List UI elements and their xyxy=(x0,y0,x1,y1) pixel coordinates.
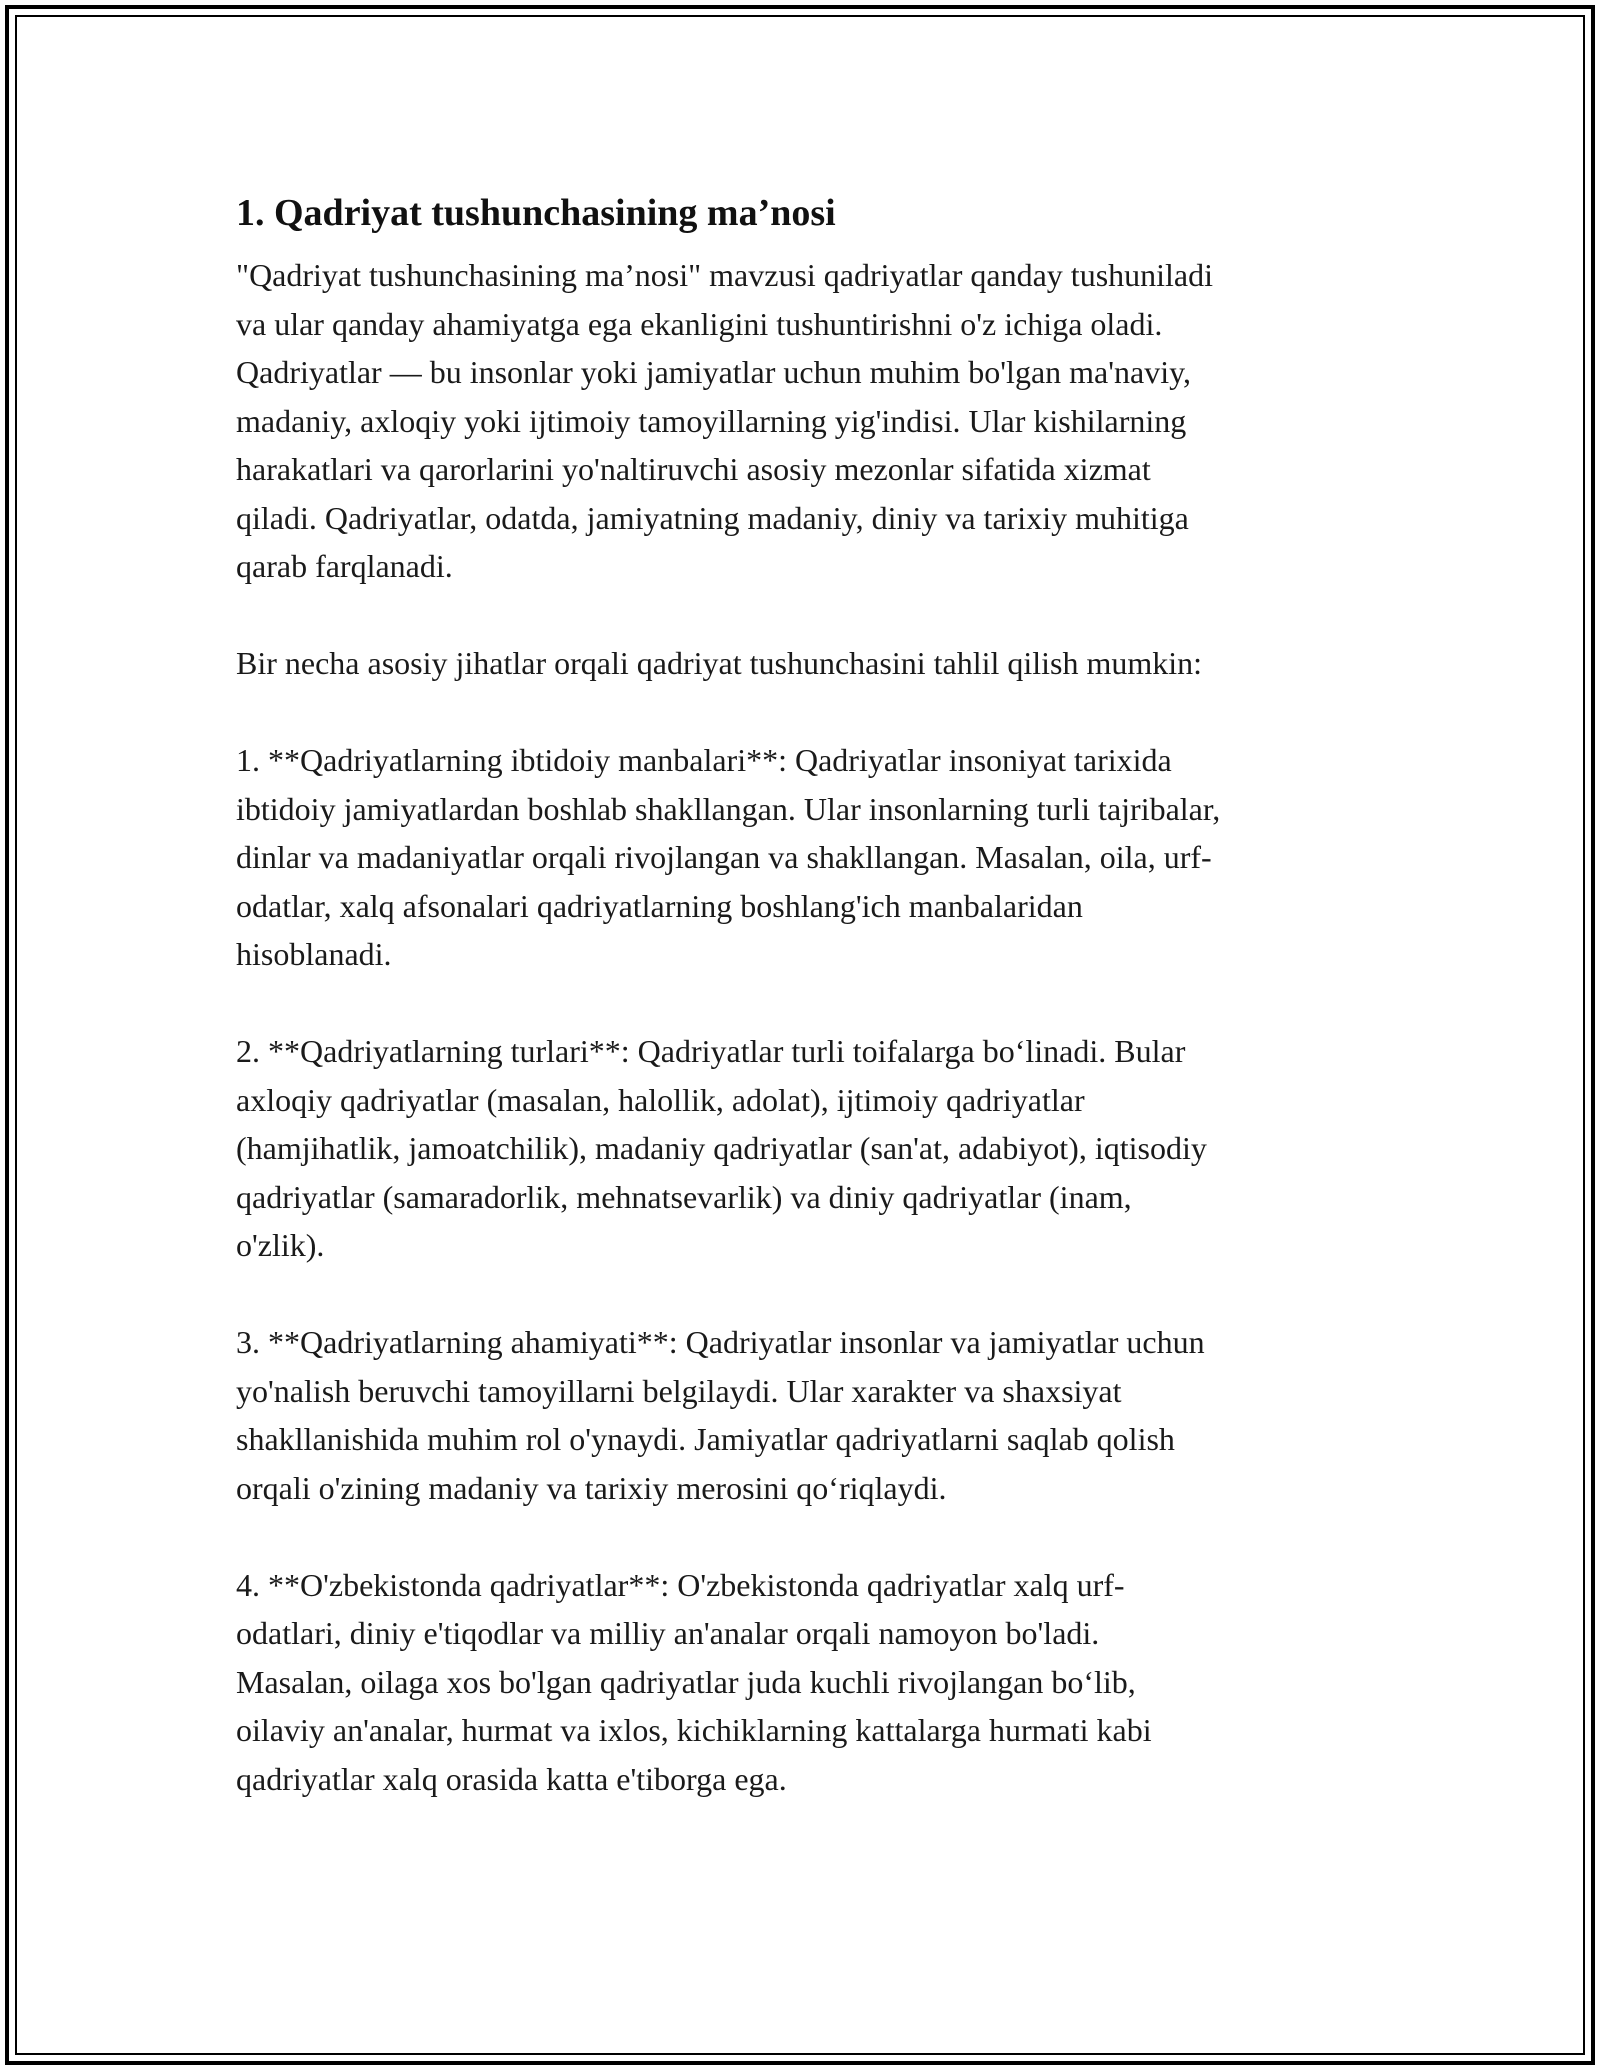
text-line: madaniy, axloqiy yoki ijtimoiy tamoyillarning yig'indisi. Ular kishilarning xyxy=(236,402,1187,439)
text-line: ibtidoiy jamiyatlardan boshlab shakllangan. Ular insonlarning turli tajribalar, xyxy=(236,790,1221,827)
text-line: 4. **O'zbekistonda qadriyatlar**: O'zbekistonda qadriyatlar xalq urf- xyxy=(236,1566,1125,1603)
text-line: yo'nalish beruvchi tamoyillarni belgilaydi. Ular xarakter va shaxsiyat xyxy=(236,1372,1122,1409)
text-line: Bir necha asosiy jihatlar orqali qadriyat tushunchasini tahlil qilish mumkin: xyxy=(236,645,1203,681)
text-line: dinlar va madaniyatlar orqali rivojlangan va shakllangan. Masalan, oila, urf- xyxy=(236,839,1212,875)
paragraph-item-4 xyxy=(236,1561,1366,1804)
text-line: orqali o'zining madaniy va tarixiy merosini qo‘riqlaydi. xyxy=(236,1469,947,1506)
document-body xyxy=(236,185,1366,1852)
text-line: 1. **Qadriyatlarning ibtidoiy manbalari**: Qadriyatlar insoniyat tarixida xyxy=(236,742,1172,778)
text-line: qarab farqlanadi. xyxy=(236,548,453,584)
text-line: qadriyatlar (samaradorlik, mehnatsevarlik) va diniy qadriyatlar (inam, xyxy=(236,1178,1132,1215)
text-line: "Qadriyat tushunchasining ma’nosi" mavzusi qadriyatlar qanday tushuniladi xyxy=(236,257,1214,293)
section-heading: 1. Qadriyat tushunchasining ma’nosi xyxy=(236,192,836,234)
text-line: Qadriyatlar — bu insonlar yoki jamiyatlar uchun muhim bo'lgan ma'naviy, xyxy=(236,354,1192,390)
text-line: odatlari, diniy e'tiqodlar va milliy an'analar orqali namoyon bo'ladi. xyxy=(236,1615,1100,1651)
text-line: (hamjihatlik, jamoatchilik), madaniy qadriyatlar (san'at, adabiyot), iqtisodiy xyxy=(236,1130,1207,1166)
text-line: 3. **Qadriyatlarning ahamiyati**: Qadriyatlar insonlar va jamiyatlar uchun xyxy=(236,1324,1205,1360)
text-line: oilaviy an'analar, hurmat va ixlos, kichiklarning kattalarga hurmati kabi xyxy=(236,1712,1152,1748)
paragraph-item-3 xyxy=(236,1318,1366,1512)
paragraph-item-1 xyxy=(236,736,1366,979)
text-line: va ular qanday ahamiyatga ega ekanligini tushuntirishni o'z ichiga oladi. xyxy=(236,305,1163,342)
text-line: shakllanishida muhim rol o'ynaydi. Jamiyatlar qadriyatlarni saqlab qolish xyxy=(236,1421,1175,1457)
text-line: qiladi. Qadriyatlar, odatda, jamiyatning madaniy, diniy va tarixiy muhitiga xyxy=(236,499,1189,536)
text-line: 2. **Qadriyatlarning turlari**: Qadriyatlar turli toifalarga bo‘linadi. Bular xyxy=(236,1033,1186,1069)
text-line: Masalan, oilaga xos bo'lgan qadriyatlar juda kuchli rivojlangan bo‘lib, xyxy=(236,1663,1136,1700)
text-line: odatlar, xalq afsonalari qadriyatlarning boshlang'ich manbalaridan xyxy=(236,887,1083,924)
text-line: hisoblanadi. xyxy=(236,936,392,972)
text-line: harakatlari va qarorlarini yo'naltiruvchi asosiy mezonlar sifatida xizmat xyxy=(236,451,1151,487)
paragraph-intro xyxy=(236,251,1366,591)
paragraph-lead-in xyxy=(236,639,1366,688)
text-line: o'zlik). xyxy=(236,1227,325,1263)
text-line: axloqiy qadriyatlar (masalan, halollik, adolat), ijtimoiy qadriyatlar xyxy=(236,1081,1085,1118)
text-line: qadriyatlar xalq orasida katta e'tiborga ega. xyxy=(236,1760,787,1797)
paragraph-item-2 xyxy=(236,1027,1366,1270)
